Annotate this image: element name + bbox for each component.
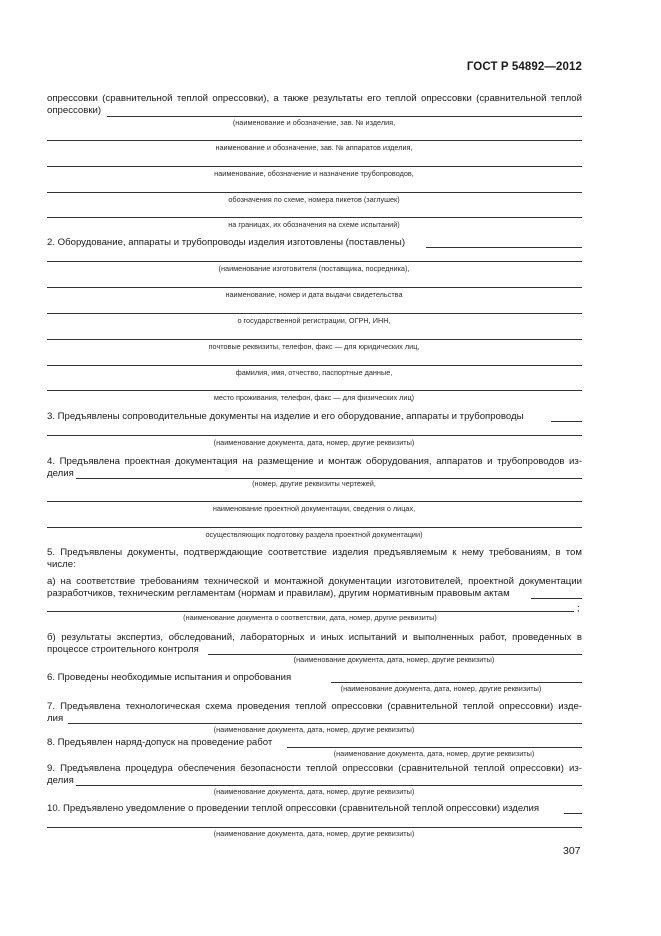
caption-conformity: (наименование документа о соответствии, дата, номер, другие реквизиты): [183, 613, 437, 622]
caption-boundaries: на границах, их обозначения на схеме испытаний): [228, 220, 400, 229]
semicolon: ;: [577, 603, 580, 614]
fill-line: [47, 217, 582, 218]
item-5-line-2: числе:: [47, 559, 76, 570]
caption-pipelines: наименование, обозначение и назначение трубопроводов,: [214, 169, 414, 178]
caption-document: (наименование документа, дата, номер, другие реквизиты): [213, 725, 415, 734]
caption-document: (наименование документа, дата, номер, другие реквизиты): [213, 787, 415, 796]
fill-line: [47, 339, 582, 340]
caption-document: (наименование документа, дата, номер, другие реквизиты): [333, 749, 535, 758]
fill-line: [47, 140, 582, 141]
caption-project-section: осуществляющих подготовку раздела проектной документации): [205, 530, 423, 539]
item-9-fill-line: [76, 785, 582, 786]
item-7-line-1: 7. Предъявлена технологическая схема проведения теплой опрессовки (сравнительной теплой опрессовки) изде-: [47, 701, 582, 712]
fill-line: [47, 261, 582, 262]
fill-line: [47, 287, 582, 288]
caption-document: (наименование документа, дата, номер, другие реквизиты): [213, 438, 415, 447]
fill-line: [47, 435, 582, 436]
item-6: 6. Проведены необходимые испытания и опробования: [47, 672, 292, 683]
caption-document: (наименование документа, дата, номер, другие реквизиты): [293, 655, 495, 664]
item-4-line-1: 4. Предъявлена проектная документация на размещение и монтаж оборудования, аппаратов и трубопроводов из-: [47, 456, 582, 467]
item-7-line-2: лия: [47, 713, 64, 724]
item-8-fill-line: [287, 747, 582, 748]
fill-line: [47, 827, 582, 828]
caption-drawings: (номер, другие реквизиты чертежей,: [252, 479, 376, 488]
fill-line: [47, 166, 582, 167]
caption-manufacturer: (наименование изготовителя (поставщика, посредника),: [218, 264, 410, 273]
caption-scheme-designations: обозначения по схеме, номера пикетов (заглушек): [228, 195, 400, 204]
fill-line: [47, 313, 582, 314]
caption-registration: о государственной регистрации, ОГРН, ИНН,: [237, 316, 391, 325]
intro-line-2: опрессовки): [47, 105, 102, 116]
item-6-fill-line: [331, 682, 582, 683]
caption-personal: фамилия, имя, отчество, паспортные данные,: [235, 368, 393, 377]
caption-project-docs: наименование проектной документации, сведения о лицах,: [212, 504, 416, 513]
item-5a-fill-line: [531, 598, 582, 599]
item-7-fill-line: [68, 723, 582, 724]
item-10-fill-line: [564, 813, 582, 814]
caption-document: (наименование документа, дата, номер, другие реквизиты): [213, 829, 415, 838]
item-9-line-2: делия: [47, 775, 74, 786]
caption-apparatus: наименование и обозначение, зав. № аппаратов изделия,: [215, 143, 413, 152]
item-5a-line-2: разработчиков, техническим регламентам (нормам и правилам), другим нормативным правовым актам: [47, 588, 510, 599]
fill-line: [47, 390, 582, 391]
item-3: 3. Предъявлены сопроводительные документы на изделие и его оборудование, аппараты и трубопроводы: [47, 411, 524, 422]
caption-residence: место проживания, телефон, факс — для физических лиц): [213, 393, 415, 402]
item-5a-line-1: а) на соответствие требованиям технической и монтажной документации изготовителей, проектной документации: [47, 576, 582, 587]
item-4-line-2: делия: [47, 468, 74, 479]
item-5-line-1: 5. Предъявлены документы, подтверждающие соответствие изделия предъявляемым к нему требованиям, в том: [47, 547, 582, 558]
item-3-fill-line: [551, 421, 582, 422]
fill-line: [47, 501, 582, 502]
page-number: 307: [563, 845, 581, 857]
fill-line: [47, 192, 582, 193]
fill-line: [47, 527, 582, 528]
item-8: 8. Предъявлен наряд-допуск на проведение работ: [47, 737, 273, 748]
standard-header: ГОСТ Р 54892—2012: [466, 61, 582, 73]
item-9-line-1: 9. Предъявлена процедура обеспечения безопасности теплой опрессовки (сравнительной теплой опрессовки) из-: [47, 763, 582, 774]
item-5b-line-2: процессе строительного контроля: [47, 644, 199, 655]
caption-postal-legal: почтовые реквизиты, телефон, факс — для юридических лиц,: [208, 342, 420, 351]
item-2: 2. Оборудование, аппараты и трубопроводы изделия изготовлены (поставлены): [47, 237, 406, 248]
caption-certificate: наименование, номер и дата выдачи свидетельства: [225, 290, 403, 299]
item-5b-line-1: б) результаты экспертиз, обследований, лабораторных и иных испытаний и выполненных работ, проведенных в: [47, 632, 582, 643]
intro-line-1: опрессовки (сравнительной теплой опрессовки), а также результаты его теплой опрессовки (сравнительной теплой: [47, 93, 582, 104]
intro-fill-line: [107, 116, 582, 117]
fill-line: [47, 365, 582, 366]
fill-line: [47, 611, 574, 612]
item-10: 10. Предъявлено уведомление о проведении теплой опрессовки (сравнительной теплой опрессовки) изделия: [47, 803, 540, 814]
caption-document: (наименование документа, дата, номер, другие реквизиты): [340, 684, 542, 693]
item-2-fill-line: [426, 247, 582, 248]
caption-item-designation: (наименование и обозначение, зав. № изделия,: [232, 118, 396, 127]
